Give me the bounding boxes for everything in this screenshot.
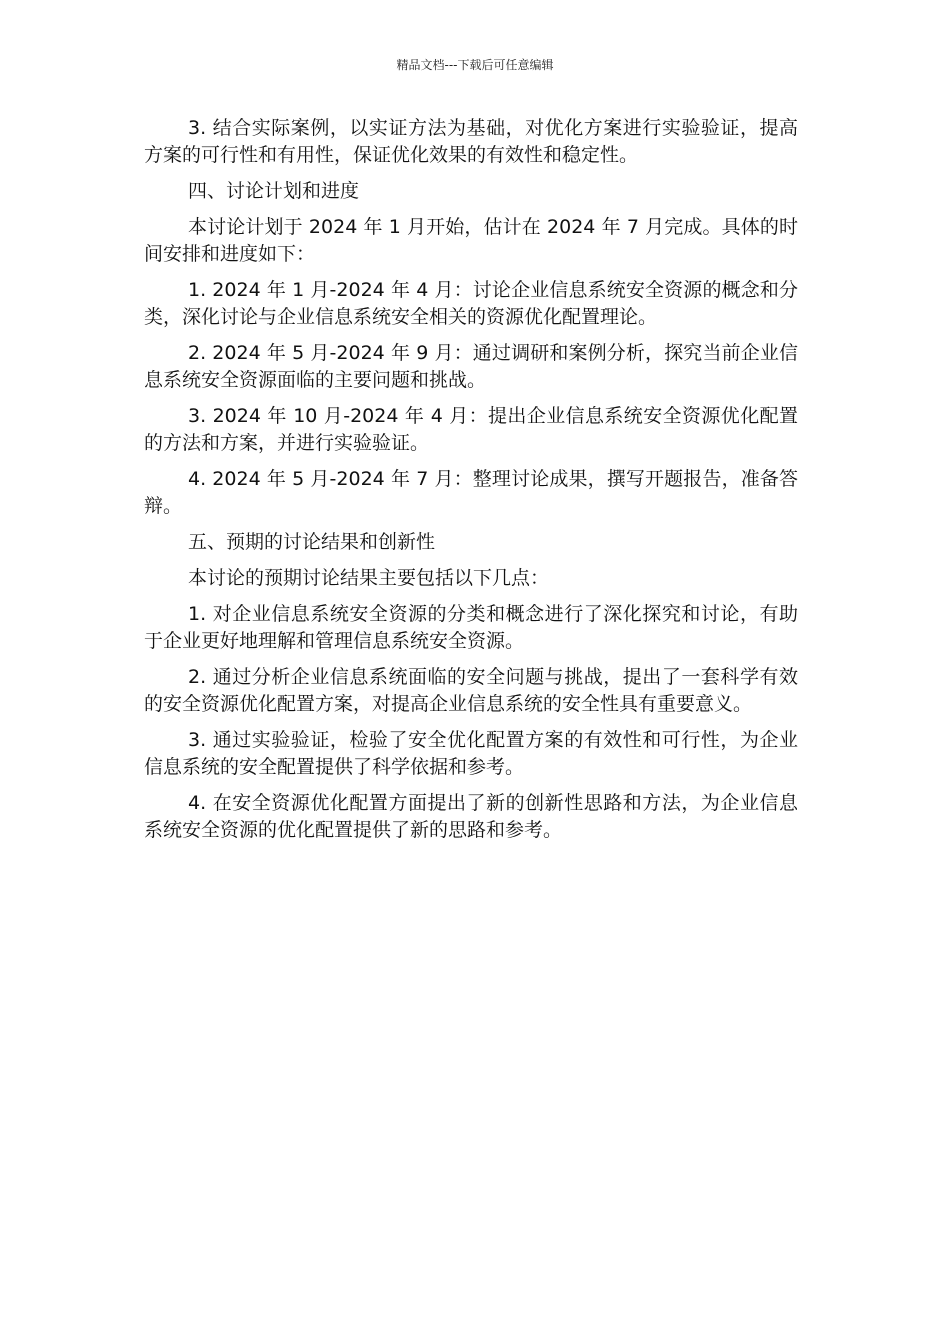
section-heading: 四、讨论计划和进度 xyxy=(188,180,360,202)
section-heading: 五、预期的讨论结果和创新性 xyxy=(188,531,436,553)
result-item: 3. 通过实验验证，检验了安全优化配置方案的有效性和可行性，为企业信息系统的安全配置提供了科学依据和参考。 xyxy=(144,729,798,778)
schedule-item: 3. 2024 年 10 月-2024 年 4 月：提出企业信息系统安全资源优化配置的方法和方案，并进行实验验证。 xyxy=(144,405,798,454)
paragraph: 本讨论计划于 2024 年 1 月开始，估计在 2024 年 7 月完成。具体的时间安排和进度如下： xyxy=(144,216,798,265)
schedule-item: 1. 2024 年 1 月-2024 年 4 月：讨论企业信息系统安全资源的概念和分类，深化讨论与企业信息系统安全相关的资源优化配置理论。 xyxy=(144,279,798,328)
schedule-item: 2. 2024 年 5 月-2024 年 9 月：通过调研和案例分析，探究当前企业信息系统安全资源面临的主要问题和挑战。 xyxy=(144,342,798,391)
schedule-item: 4. 2024 年 5 月-2024 年 7 月：整理讨论成果，撰写开题报告，准备答辩。 xyxy=(144,468,798,517)
paragraph-list-item: 3. 结合实际案例，以实证方法为基础，对优化方案进行实验验证，提高方案的可行性和有用性，保证优化效果的有效性和稳定性。 xyxy=(144,117,798,166)
result-item: 1. 对企业信息系统安全资源的分类和概念进行了深化探究和讨论，有助于企业更好地理解和管理信息系统安全资源。 xyxy=(144,603,798,652)
result-item: 4. 在安全资源优化配置方面提出了新的创新性思路和方法，为企业信息系统安全资源的优化配置提供了新的思路和参考。 xyxy=(144,792,798,841)
paragraph: 本讨论的预期讨论结果主要包括以下几点： xyxy=(188,567,550,589)
result-item: 2. 通过分析企业信息系统面临的安全问题与挑战，提出了一套科学有效的安全资源优化配置方案，对提高企业信息系统的安全性具有重要意义。 xyxy=(144,666,798,715)
page-header: 精品文档---下载后可任意编辑 xyxy=(396,58,554,72)
document-body xyxy=(144,115,798,853)
